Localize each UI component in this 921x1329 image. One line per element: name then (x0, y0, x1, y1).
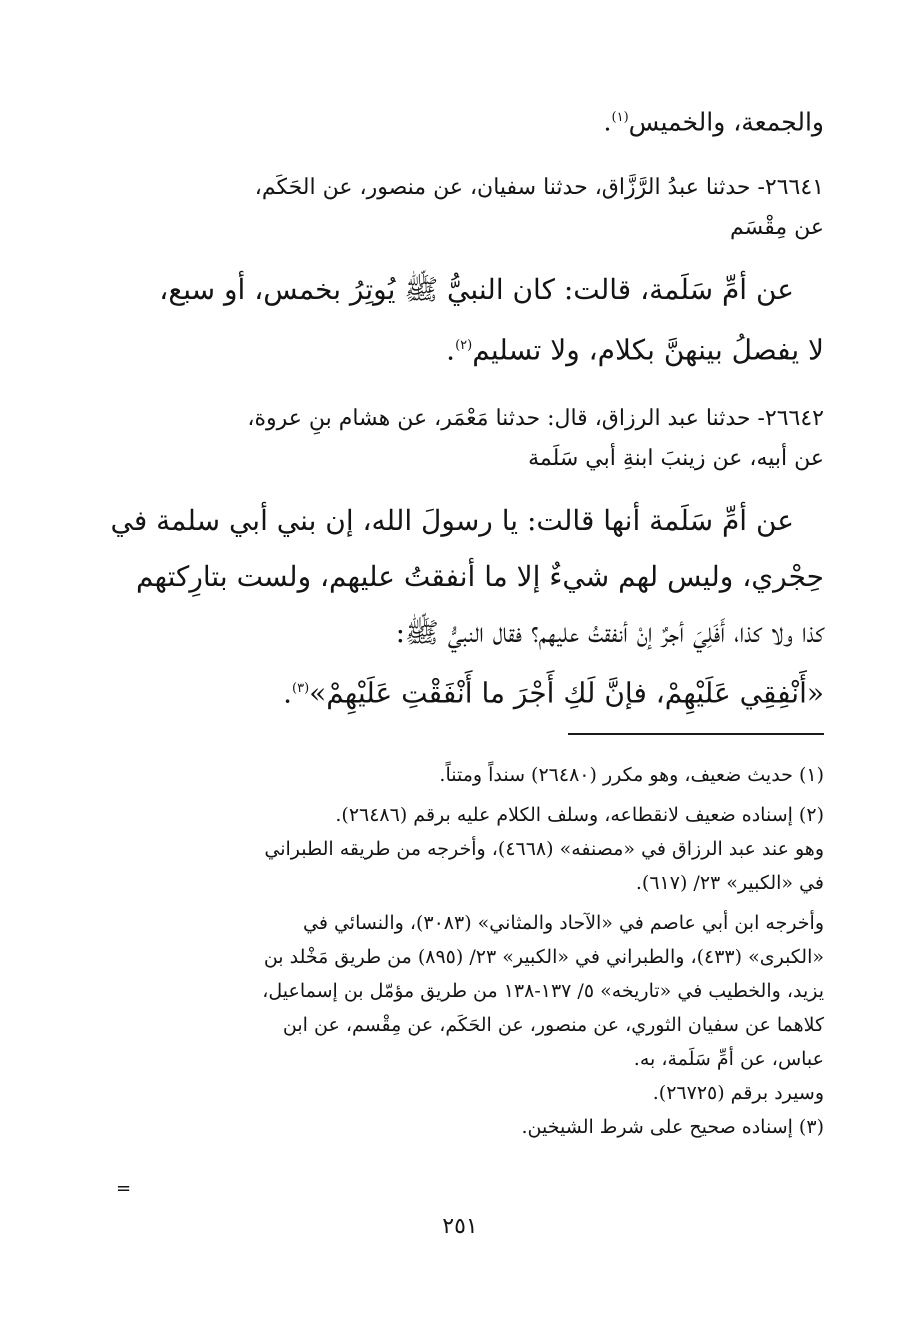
hadith-26642-matn-line-3: كذا ولا كذا، أَفَلِيَ أجرٌ إنْ أنفقتُ عليهم؟ فقال النبيُّ ﷺ: (395, 615, 824, 649)
footnote-2-line-9: وسيرد برقم (٢٦٧٢٥). (652, 1082, 824, 1104)
hadith-26641-matn-line-1: عن أمِّ سَلَمة، قالت: كان النبيُّ ﷺ يُوتِرُ بخمس، أو سبع، (159, 273, 794, 307)
footnote-ref-3: (٣) (292, 680, 310, 696)
hadith-26642-matn-end: . (283, 675, 293, 709)
continuation-end: . (603, 107, 612, 137)
hadith-26642-matn-line-4-text: «أَنْفِقِي عَلَيْهِمْ، فإنَّ لَكِ أَجْرَ ما أَنْفَقْتِ عَلَيْهِمْ» (309, 675, 824, 709)
hadith-26641-isnad-line-1: ٢٦٦٤١- حدثنا عبدُ الرَّزَّاق، حدثنا سفيان، عن منصور، عن الحَكَم، (254, 175, 824, 201)
footnote-1: (١) حديث ضعيف، وهو مكرر (٢٦٤٨٠) سنداً ومتناً. (439, 764, 824, 786)
hadith-26641-matn-line-2 (118, 318, 824, 378)
footnote-divider (568, 733, 824, 735)
footnote-2-line-2: وهو عند عبد الرزاق في «مصنفه» (٤٦٦٨)، وأخرجه من طريقه الطبراني (264, 838, 824, 860)
footnote-2-line-5: «الكبرى» (٤٣٣)، والطبراني في «الكبير» ٢٣/ (٨٩٥) من طريق مَخْلد بن (263, 946, 824, 968)
hadith-26642 (110, 399, 824, 721)
hadith-26641-matn (118, 262, 824, 378)
hadith-26641-matn-line-2-text: لا يفصلُ بينهنَّ بكلام، ولا تسليم (472, 333, 824, 367)
continuation-line (118, 92, 824, 148)
hadith-26641 (118, 168, 824, 378)
main-text (110, 92, 824, 721)
footnote-2-line-7: كلاهما عن سفيان الثوري، عن منصور، عن الحَكَم، عن مِقْسم، عن ابن (282, 1014, 824, 1036)
hadith-26642-matn-line-4 (118, 661, 824, 721)
continuation-text: والجمعة، والخميس (628, 107, 824, 137)
footnote-ref-2: (٢) (455, 338, 473, 354)
continuation-mark: = (116, 1178, 132, 1199)
hadith-26642-isnad-line-2: عن أبيه، عن زينبَ ابنةِ أبي سَلَمة (528, 445, 824, 471)
footnote-2-line-6: يزيد، والخطيب في «تاريخه» ٥/ ١٣٧-١٣٨ من طريق مؤمّل بن إسماعيل، (262, 980, 824, 1002)
hadith-26641-matn-end: . (446, 333, 456, 367)
page-number: ٢٥١ (442, 1214, 478, 1239)
footnote-2-line-8: عباس، عن أمِّ سَلَمة، به. (633, 1048, 824, 1070)
hadith-26642-matn (110, 493, 824, 721)
hadith-26641-isnad-line-2: عن مِقْسَم (729, 215, 824, 241)
footnote-2-line-3: في «الكبير» ٢٣/ (٦١٧). (635, 872, 824, 894)
footnote-2-line-4: وأخرجه ابن أبي عاصم في «الآحاد والمثاني» (٣٠٨٣)، والنسائي في (302, 912, 824, 934)
footnotes (118, 758, 824, 1144)
footnote-3: (٣) إسناده صحيح على شرط الشيخين. (521, 1116, 824, 1138)
hadith-26642-matn-line-1: عن أمِّ سَلَمة أنها قالت: يا رسولَ الله، إن بني أبي سلمة في (110, 503, 794, 537)
footnote-ref-1: (١) (611, 110, 629, 125)
hadith-26642-matn-line-2: حِجْري، وليس لهم شيءٌ إلا ما أنفقتُ عليهم، ولست بتارِكتهم (136, 559, 824, 593)
footnote-2-line-1: (٢) إسناده ضعيف لانقطاعه، وسلف الكلام عليه برقم (٢٦٤٨٦). (335, 804, 824, 826)
hadith-26642-isnad-line-1: ٢٦٦٤٢- حدثنا عبد الرزاق، قال: حدثنا مَعْمَر، عن هشام بنِ عروة، (247, 405, 824, 431)
